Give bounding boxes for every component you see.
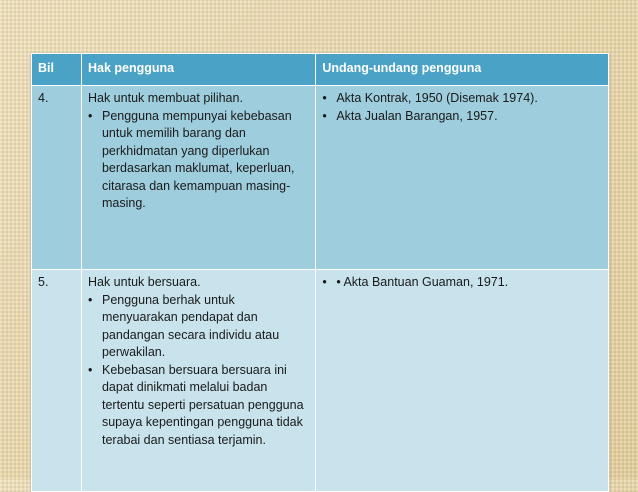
right-cell bbox=[81, 86, 315, 270]
list-item: • • Akta Bantuan Guaman, 1971. bbox=[322, 274, 602, 292]
table-row bbox=[32, 270, 609, 492]
consumer-rights-table bbox=[31, 53, 609, 492]
law-cell bbox=[316, 86, 609, 270]
right-title: Hak untuk membuat pilihan. bbox=[87, 91, 243, 105]
law-points bbox=[322, 274, 602, 292]
right-points bbox=[88, 292, 309, 450]
law-cell bbox=[316, 270, 609, 492]
header-hak-pengguna: Hak pengguna bbox=[81, 54, 315, 86]
law-points bbox=[322, 90, 602, 125]
table-row bbox=[32, 86, 609, 270]
right-cell bbox=[81, 270, 315, 492]
right-points bbox=[88, 108, 309, 213]
list-item: • Kebebasan bersuara bersuara ini dapat dinikmati melalui badan tertentu seperti persatuan pengguna supaya kepentingan pengguna tidak terabai dan sentiasa terjamin. bbox=[88, 362, 309, 450]
right-title: Hak untuk bersuara. bbox=[87, 275, 201, 289]
list-item: • Pengguna mempunyai kebebasan untuk memilih barang dan perkhidmatan yang diperlukan berdasarkan maklumat, keperluan, citarasa dan kemampuan masing-masing. bbox=[88, 108, 309, 213]
header-undang-undang: Undang-undang pengguna bbox=[316, 54, 609, 86]
list-item: • Akta Jualan Barangan, 1957. bbox=[322, 108, 602, 126]
header-bil: Bil bbox=[32, 54, 82, 86]
list-item: • Pengguna berhak untuk menyuarakan pendapat dan pandangan secara individu atau perwakilan. bbox=[88, 292, 309, 362]
row-number: 4. bbox=[32, 86, 82, 270]
list-item: • Akta Kontrak, 1950 (Disemak 1974). bbox=[322, 90, 602, 108]
table-header-row bbox=[32, 54, 609, 86]
row-number: 5. bbox=[32, 270, 82, 492]
